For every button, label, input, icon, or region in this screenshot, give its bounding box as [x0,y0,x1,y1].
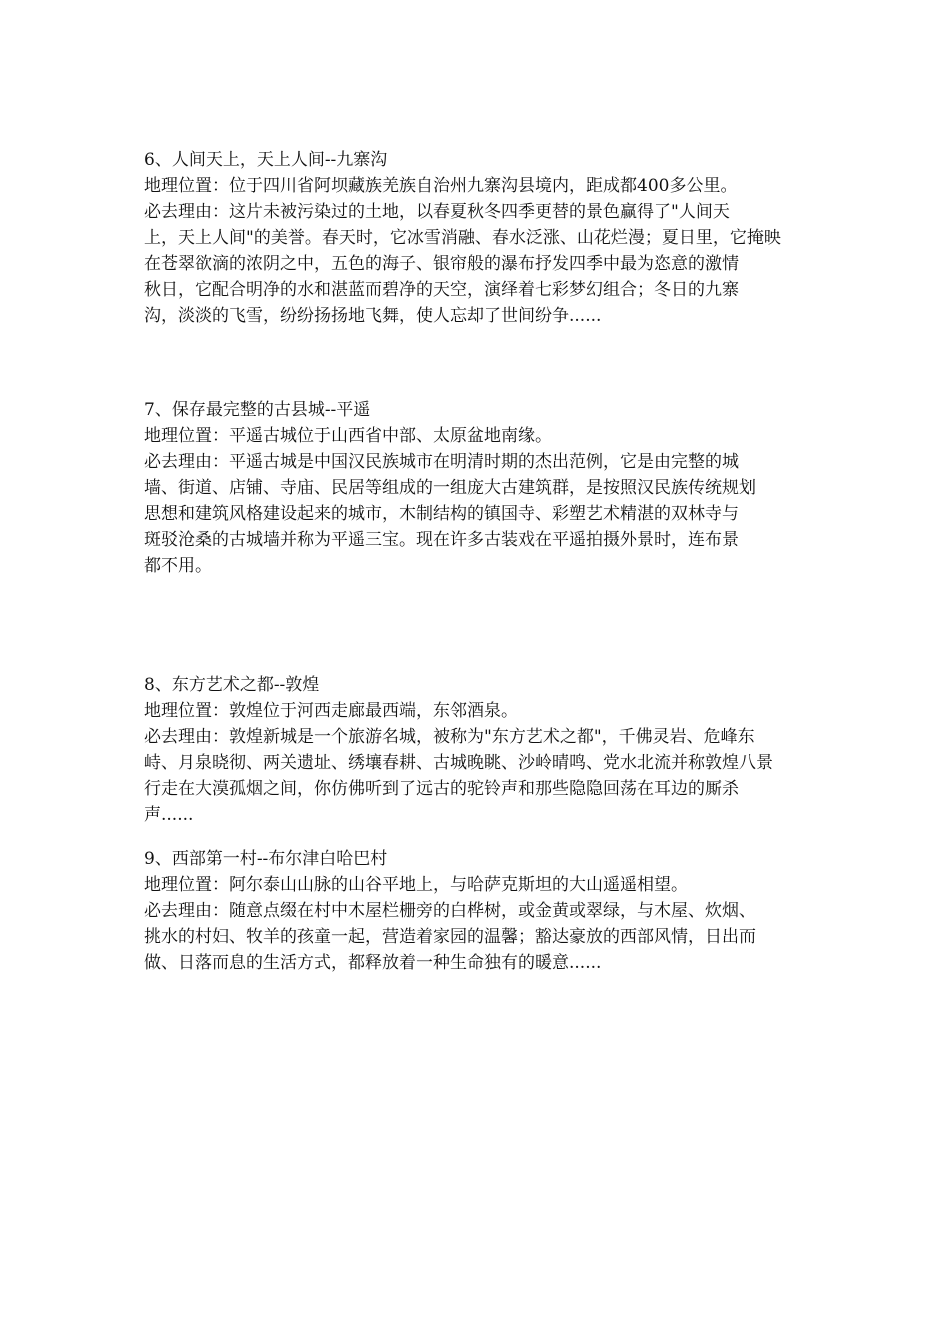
reason-line: 都不用。 [144,556,212,576]
reason-line: 斑驳沧桑的古城墙并称为平遥三宝。现在许多古装戏在平遥拍摄外景时，连布景 [144,530,739,550]
location-line: 地理位置：位于四川省阿坝藏族羌族自治州九寨沟县境内，距成都400多公里。 [144,176,738,196]
section-heading: 6、人间天上，天上人间--九寨沟 [144,150,388,170]
reason-line: 必去理由：随意点缀在村中木屋栏栅旁的白桦树，或金黄或翠绿，与木屋、炊烟、 [144,901,756,921]
section-jiuzhaigou [144,147,814,329]
section-heading: 7、保存最完整的古县城--平遥 [144,400,371,420]
reason-line: 墙、街道、店铺、寺庙、民居等组成的一组庞大古建筑群，是按照汉民族传统规划 [144,478,756,498]
reason-line: 在苍翠欲滴的浓阴之中，五色的海子、银帘般的瀑布抒发四季中最为恣意的激情 [144,254,739,274]
location-line: 地理位置：阿尔泰山山脉的山谷平地上，与哈萨克斯坦的大山遥遥相望。 [144,875,688,895]
section-pingyao [144,397,814,579]
reason-line: 必去理由：敦煌新城是一个旅游名城，被称为"东方艺术之都"，千佛灵岩、危峰东 [144,727,755,747]
reason-line: 上，天上人间"的美誉。春天时，它冰雪消融、春水泛涨、山花烂漫；夏日里，它掩映 [144,228,781,248]
section-heading: 8、东方艺术之都--敦煌 [144,675,320,695]
section-baihaba [144,846,814,976]
reason-line: 必去理由：平遥古城是中国汉民族城市在明清时期的杰出范例，它是由完整的城 [144,452,739,472]
reason-line: 声...... [144,805,194,825]
location-line: 地理位置：敦煌位于河西走廊最西端，东邻酒泉。 [144,701,518,721]
reason-line: 沟，淡淡的飞雪，纷纷扬扬地飞舞，使人忘却了世间纷争...... [144,306,602,326]
reason-line: 挑水的村妇、牧羊的孩童一起，营造着家园的温馨；豁达豪放的西部风情，日出而 [144,927,756,947]
reason-line: 做、日落而息的生活方式，都释放着一种生命独有的暖意...... [144,953,602,973]
reason-line: 必去理由：这片未被污染过的土地，以春夏秋冬四季更替的景色赢得了"人间天 [144,202,730,222]
section-dunhuang [144,672,814,828]
reason-line: 思想和建筑风格建设起来的城市，木制结构的镇国寺、彩塑艺术精湛的双林寺与 [144,504,739,524]
reason-line: 秋日，它配合明净的水和湛蓝而碧净的天空，演绎着七彩梦幻组合；冬日的九寨 [144,280,739,300]
reason-line: 行走在大漠孤烟之间，你仿佛听到了远古的驼铃声和那些隐隐回荡在耳边的厮杀 [144,779,739,799]
location-line: 地理位置：平遥古城位于山西省中部、太原盆地南缘。 [144,426,552,446]
section-heading: 9、西部第一村--布尔津白哈巴村 [144,849,388,869]
reason-line: 峙、月泉晓彻、两关遗址、绣壤春耕、古城晚眺、沙岭晴鸣、党水北流并称敦煌八景 [144,753,773,773]
